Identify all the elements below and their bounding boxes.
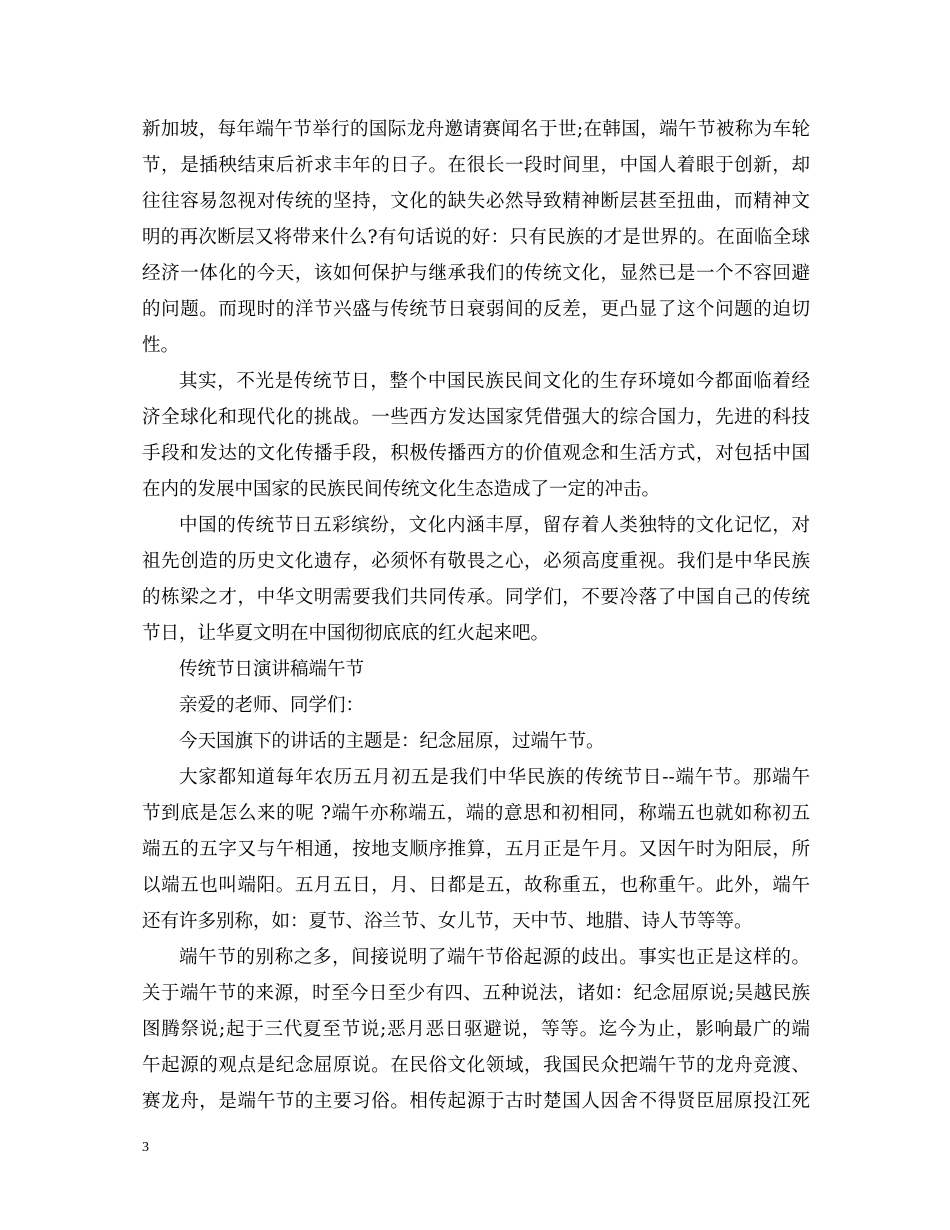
text-line-3: 往往容易忽视对传统的坚持，文化的缺失必然导致精神断层甚至扭曲，而精神文 [142,191,810,212]
text-line-22: 以端五也叫端阳。五月五日，月、日都是五，故称重五，也称重午。此外，端午 [142,875,810,896]
text-line-2: 节，是插秧结束后祈求丰年的日子。在很长一段时间里，中国人着眼于创新，却 [142,155,810,176]
text-line-21: 端五的五字又与午相通，按地支顺序推算，五月正是午月。又因午时为阳辰，所 [142,839,810,860]
speech-title: 传统节日演讲稿端午节 [179,659,365,680]
text-line-4: 明的再次断层又将带来什么?有句话说的好：只有民族的才是世界的。在面临全球 [142,227,810,248]
text-line-20: 节到底是怎么来的呢 ?端午亦称端五，端的意思和初相同，称端五也就如称初五 [142,803,810,824]
text-line-27: 午起源的观点是纪念屈原说。在民俗文化领域，我国民众把端午节的龙舟竞渡、 [142,1055,810,1076]
text-line-18: 今天国旗下的讲话的主题是：纪念屈原，过端午节。 [179,731,605,752]
page-number: 3 [142,1140,149,1155]
text-line-5: 经济一体化的今天，该如何保护与继承我们的传统文化，显然已是一个不容回避 [142,263,810,284]
text-line-13: 祖先创造的历史文化遗存，必须怀有敬畏之心，必须高度重视。我们是中华民族 [142,551,810,572]
text-line-24: 端午节的别称之多，间接说明了端午节俗起源的歧出。事实也正是这样的。 [179,947,810,968]
text-line-9: 济全球化和现代化的挑战。一些西方发达国家凭借强大的综合国力，先进的科技 [142,407,810,428]
text-line-14: 的栋梁之才，中华文明需要我们共同传承。同学们，不要冷落了中国自己的传统 [142,587,810,608]
text-line-8: 其实，不光是传统节日，整个中国民族民间文化的生存环境如今都面临着经 [179,371,810,392]
text-line-11: 在内的发展中国家的民族民间传统文化生态造成了一定的冲击。 [142,479,661,500]
salutation: 亲爱的老师、同学们： [179,695,365,716]
text-line-6: 的问题。而现时的洋节兴盛与传统节日衰弱间的反差，更凸显了这个问题的迫切 [142,299,810,320]
text-line-23: 还有许多别称，如：夏节、浴兰节、女儿节，天中节、地腊、诗人节等等。 [142,911,753,932]
text-line-1: 新加坡，每年端午节举行的国际龙舟邀请赛闻名于世;在韩国，端午节被称为车轮 [142,119,810,140]
text-line-12: 中国的传统节日五彩缤纷，文化内涵丰厚，留存着人类独特的文化记忆，对 [179,515,810,536]
text-line-26: 图腾祭说;起于三代夏至节说;恶月恶日驱避说，等等。迄今为止，影响最广的端 [142,1019,810,1040]
text-line-15: 节日，让华夏文明在中国彻彻底底的红火起来吧。 [142,623,550,644]
text-line-25: 关于端午节的来源，时至今日至少有四、五种说法，诸如：纪念屈原说;吴越民族 [142,983,810,1004]
text-line-19: 大家都知道每年农历五月初五是我们中华民族的传统节日--端午节。那端午 [179,767,810,788]
text-line-10: 手段和发达的文化传播手段，积极传播西方的价值观念和生活方式，对包括中国 [142,443,810,464]
text-line-28: 赛龙舟，是端午节的主要习俗。相传起源于古时楚国人因舍不得贤臣屈原投江死 [142,1091,810,1112]
body-text [142,112,810,1120]
text-line-7: 性。 [142,335,180,356]
